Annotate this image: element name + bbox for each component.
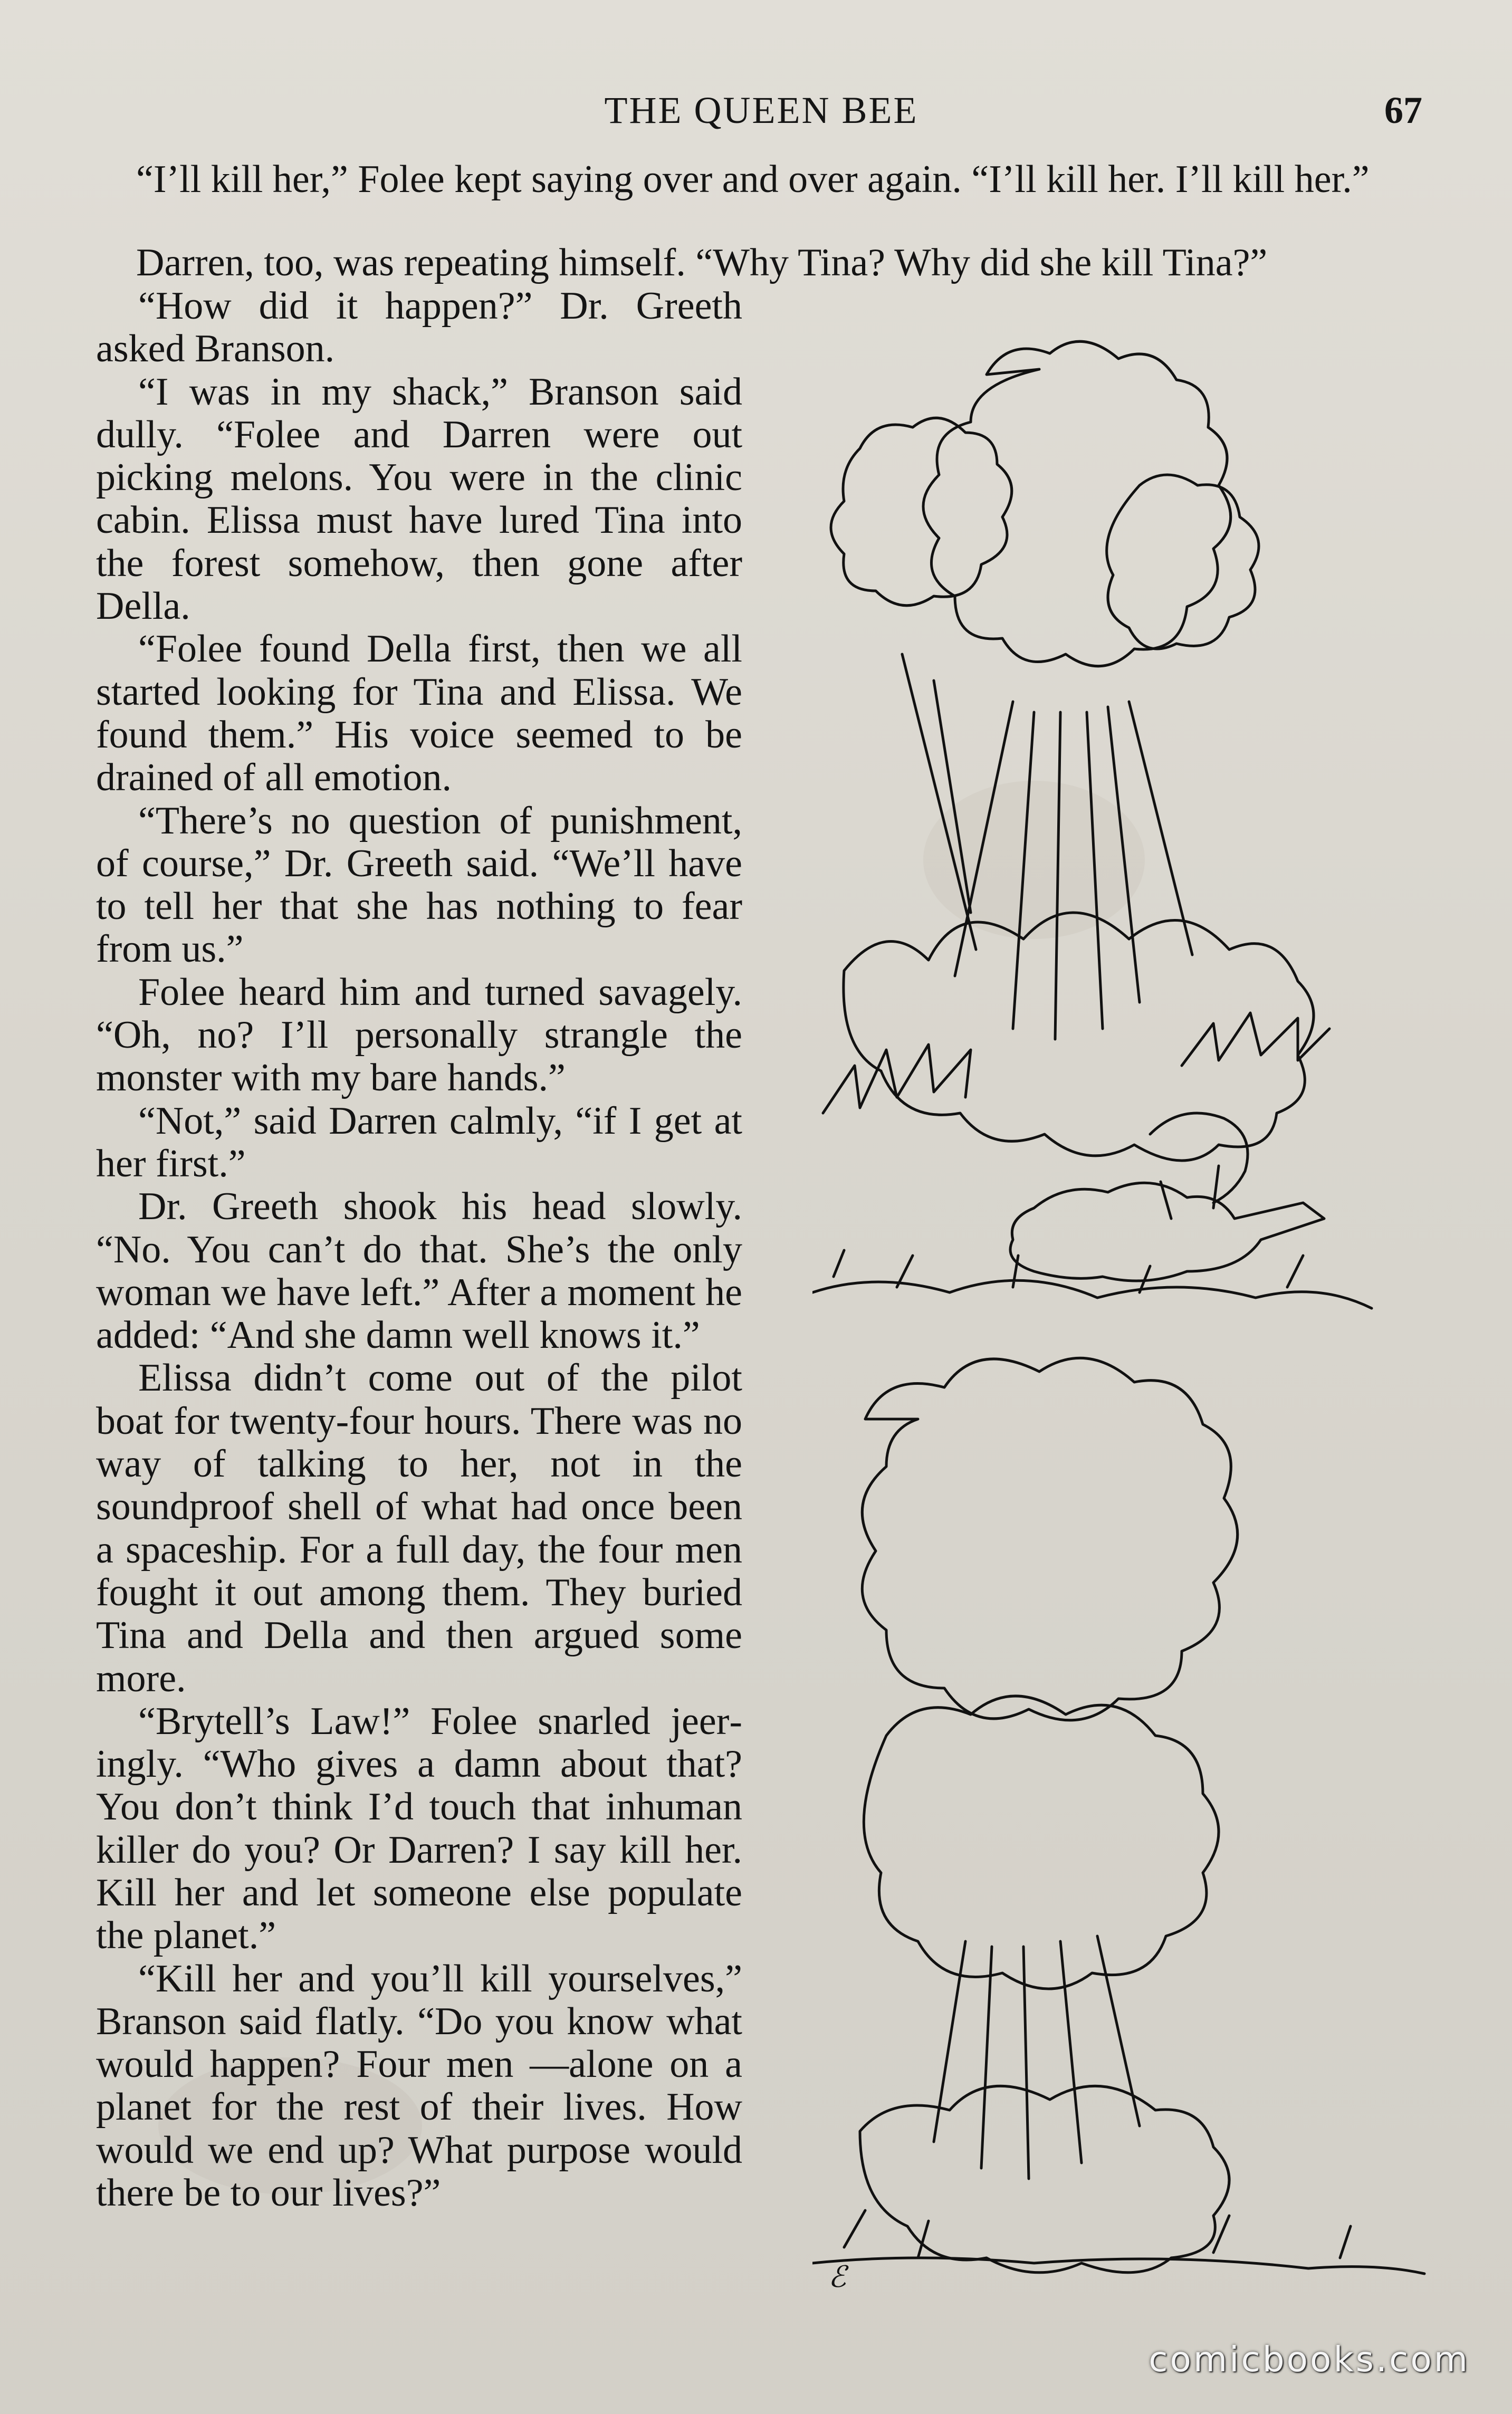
- tree-canopy: [923, 341, 1231, 666]
- full-width-paragraph: [94, 158, 1423, 200]
- paragraph: “Folee found Della first, then we all started looking for Tina and Elissa. We found them.” His voice seemed to be drained of all emotion.: [96, 627, 742, 800]
- tree-trunk: [934, 1936, 1140, 2179]
- paragraph: “There’s no question of punishment, of course,” Dr. Greeth said. “We’ll have to tell her that she has nothing to fear from us.”: [96, 799, 742, 971]
- tree-trunk: [955, 702, 1192, 1039]
- paragraph: “I was in my shack,” Branson said dully. “Folee and Darren were out picking melons. You were in the clinic cabin. Elissa must have lured Tina into the forest somehow, then gone after Della.: [96, 370, 742, 628]
- paragraph: Dr. Greeth shook his head slowly. “No. You can’t do that. She’s the only woman we have left.” After a moment he added: “And she damn well knows it.”: [96, 1185, 742, 1357]
- running-title: THE QUEEN BEE: [604, 89, 918, 131]
- tree-trunk: [902, 654, 976, 950]
- grass: [812, 1250, 1372, 1308]
- fallen-figure: [1010, 1183, 1324, 1281]
- artist-monogram: ℰ: [828, 2260, 846, 2294]
- forest-illustration: [812, 311, 1435, 2316]
- paragraph: Folee heard him and turned savagely. “Oh, no? I’ll personally strangle the monster with my bare hands.”: [96, 970, 742, 1100]
- tree-canopy: [862, 1358, 1237, 1720]
- paragraph: “Not,” said Darren calmly, “if I get at her first.”: [96, 1099, 742, 1185]
- full-width-paragraph: [94, 242, 1423, 284]
- brush: [844, 913, 1314, 1161]
- text-column: [96, 285, 742, 2215]
- fallen-figure: [1150, 1113, 1248, 1219]
- tree-canopy: [831, 418, 1012, 606]
- ground-lines: [812, 2210, 1424, 2274]
- page-number: 67: [1384, 89, 1422, 131]
- shrub: [860, 2086, 1229, 2272]
- page-header: [100, 79, 1422, 142]
- tree-canopy: [864, 1696, 1219, 1989]
- paragraph: Darren, too, was repeating himself. “Why Tina? Why did she kill Tina?”: [136, 241, 1268, 284]
- paragraph: “Kill her and you’ll kill yourselves,” Branson said flatly. “Do you know what would happen? Four men —alone on a planet for the rest of their lives. How would we end up? What purpose would there be to our lives?”: [96, 1957, 742, 2215]
- watermark: comicbooks.com: [1149, 2339, 1470, 2380]
- paragraph: Elissa didn’t come out of the pilot boat for twenty-four hours. There was no way of talking to her, not in the soundproof shell of what had once been a spaceship. For a full day, the four men fought it out among them. They buried Tina and Della and then argued some more.: [96, 1356, 742, 1700]
- paragraph: “Brytell’s Law!” Folee snarled jeeringly. “Who gives a damn about that? You don’t think I’d touch that inhuman killer do you? Or Darren? I say kill her. Kill her and let someone else populate the planet.”: [96, 1699, 742, 1958]
- paragraph: “I’ll kill her,” Folee kept saying over and over again. “I’ll kill her. I’ll kill her.”: [136, 158, 1370, 201]
- paragraph: “How did it happen?” Dr. Greeth asked Branson.: [96, 284, 742, 371]
